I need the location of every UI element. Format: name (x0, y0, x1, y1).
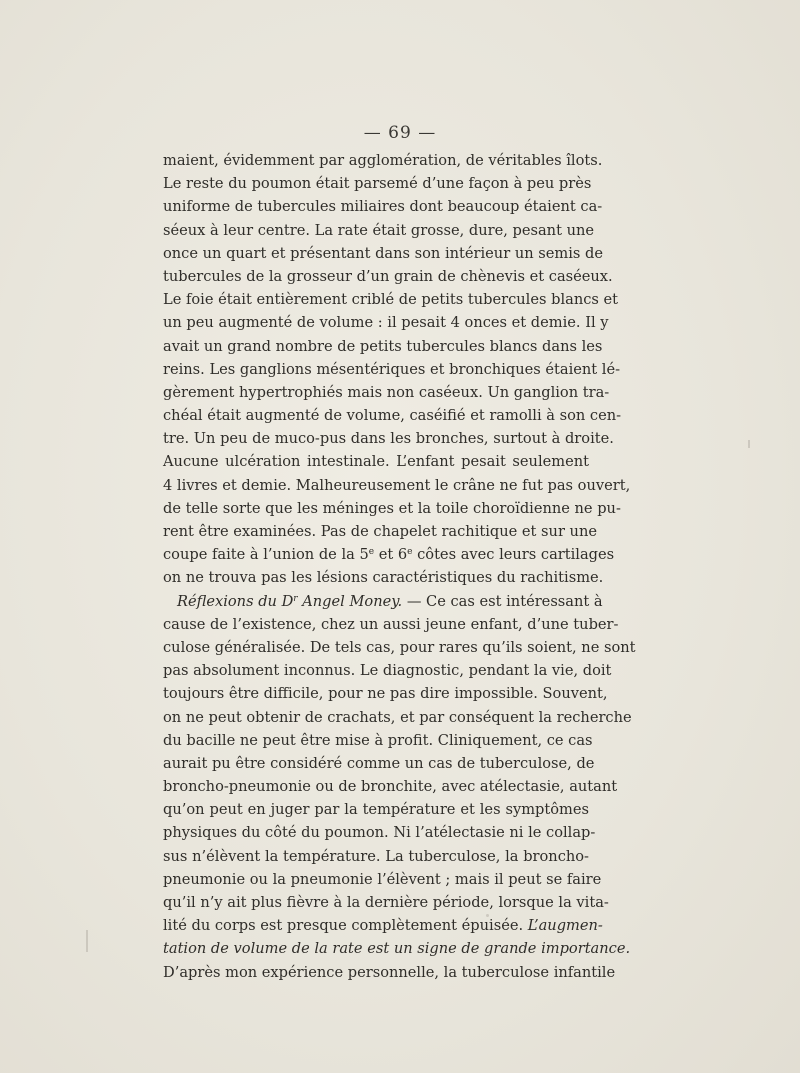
text-line: pas absolument inconnus. Le diagnostic, pendant la vie, doit (163, 662, 612, 680)
superscript: e (407, 547, 413, 558)
paper-speck (748, 440, 750, 448)
text-line: avait un grand nombre de petits tubercules blancs dans les (163, 337, 603, 355)
page-number: — 69 — (363, 123, 437, 143)
text-line: qu’il n’y ait plus fièvre à la dernière période, lorsque la vita- (163, 894, 609, 911)
text-line: séeux à leur centre. La rate était grosse, dure, pesant une (163, 221, 595, 239)
text-fragment: côtes avec leurs cartilages (412, 546, 615, 564)
superscript: e (368, 547, 375, 558)
text-line: tre. Un peu de muco-pus dans les bronches, surtout à droite. (163, 430, 614, 448)
text-line: on ne trouva pas les lésions caractéristiques du rachitisme. (163, 569, 604, 587)
text-line: maient, évidemment par agglomération, de véritables îlots. (163, 152, 603, 169)
text-line: rent être examinées. Pas de chapelet rachitique et sur une (163, 523, 597, 540)
text-line: chéal était augmenté de volume, caséifié et ramolli à son cen- (163, 407, 622, 425)
text-line-italic: tation de volume de la rate est un signe de grande importance. (163, 940, 631, 958)
text-line: once un quart et présentant dans son intérieur un semis de (163, 244, 604, 262)
text-fragment: lité du corps est presque complètement épuisée. (163, 917, 528, 935)
text-line: du bacille ne peut être mise à profit. Cliniquement, ce cas (163, 731, 593, 749)
text-line: Aucune ulcération intestinale. L’enfant pesait seulement (163, 453, 589, 471)
text-line: reins. Les ganglions mésentériques et bronchiques étaient lé- (163, 360, 621, 378)
text-fragment: — Ce cas est intéressant à (402, 592, 603, 610)
text-line (163, 543, 615, 566)
author-name-italic: Angel Money. (297, 592, 403, 610)
text-line: cause de l’existence, chez un aussi jeune enfant, d’une tuber- (163, 615, 619, 633)
text-line: qu’on peut en juger par la température et les symptômes (163, 801, 589, 819)
paper-speck (86, 930, 88, 952)
paragraph-start-line (163, 590, 603, 613)
text-line: Le foie était entièrement criblé de petits tubercules blancs et (163, 291, 619, 309)
text-line: toujours être difficile, pour ne pas dire impossible. Souvent, (163, 685, 608, 703)
text-fragment: coupe faite à l’union de la 5 (163, 546, 369, 564)
text-line (163, 914, 603, 937)
text-line: un peu augmenté de volume : il pesait 4 onces et demie. Il y (163, 314, 609, 332)
text-line: D’après mon expérience personnelle, la tuberculose infantile (163, 963, 616, 981)
text-line: tubercules de la grosseur d’un grain de chènevis et caséeux. (163, 267, 613, 285)
text-line: culose généralisée. De tels cas, pour rares qu’ils soient, ne sont (163, 638, 636, 656)
text-line: de telle sorte que les méninges et la toile choroïdienne ne pu- (163, 499, 621, 517)
body-text (163, 149, 636, 984)
text-line: gèrement hypertrophiés mais non caséeux. Un ganglion tra- (163, 383, 610, 401)
text-line: uniforme de tubercules miliaires dont beaucoup étaient ca- (163, 198, 603, 216)
text-line: aurait pu être considéré comme un cas de tuberculose, de (163, 754, 595, 772)
text-line: 4 livres et demie. Malheureusement le crâne ne fut pas ouvert, (163, 476, 631, 494)
text-line: Le reste du poumon était parsemé d’une façon à peu près (163, 175, 592, 193)
paper-speck (486, 914, 489, 917)
text-line: on ne peut obtenir de crachats, et par conséquent la recherche (163, 708, 632, 726)
text-line: physiques du côté du poumon. Ni l’atélectasie ni le collap- (163, 824, 596, 842)
text-line: sus n’élèvent la température. La tuberculose, la broncho- (163, 847, 589, 865)
text-line: pneumonie ou la pneumonie l’élèvent ; mais il peut se faire (163, 870, 602, 888)
text-line: broncho-pneumonie ou de bronchite, avec atélectasie, autant (163, 778, 618, 796)
italic-fragment: L’augmen- (527, 917, 603, 935)
superscript: r (293, 593, 298, 604)
text-fragment: et 6 (374, 546, 408, 564)
section-heading-italic: Réflexions du D (177, 592, 294, 610)
